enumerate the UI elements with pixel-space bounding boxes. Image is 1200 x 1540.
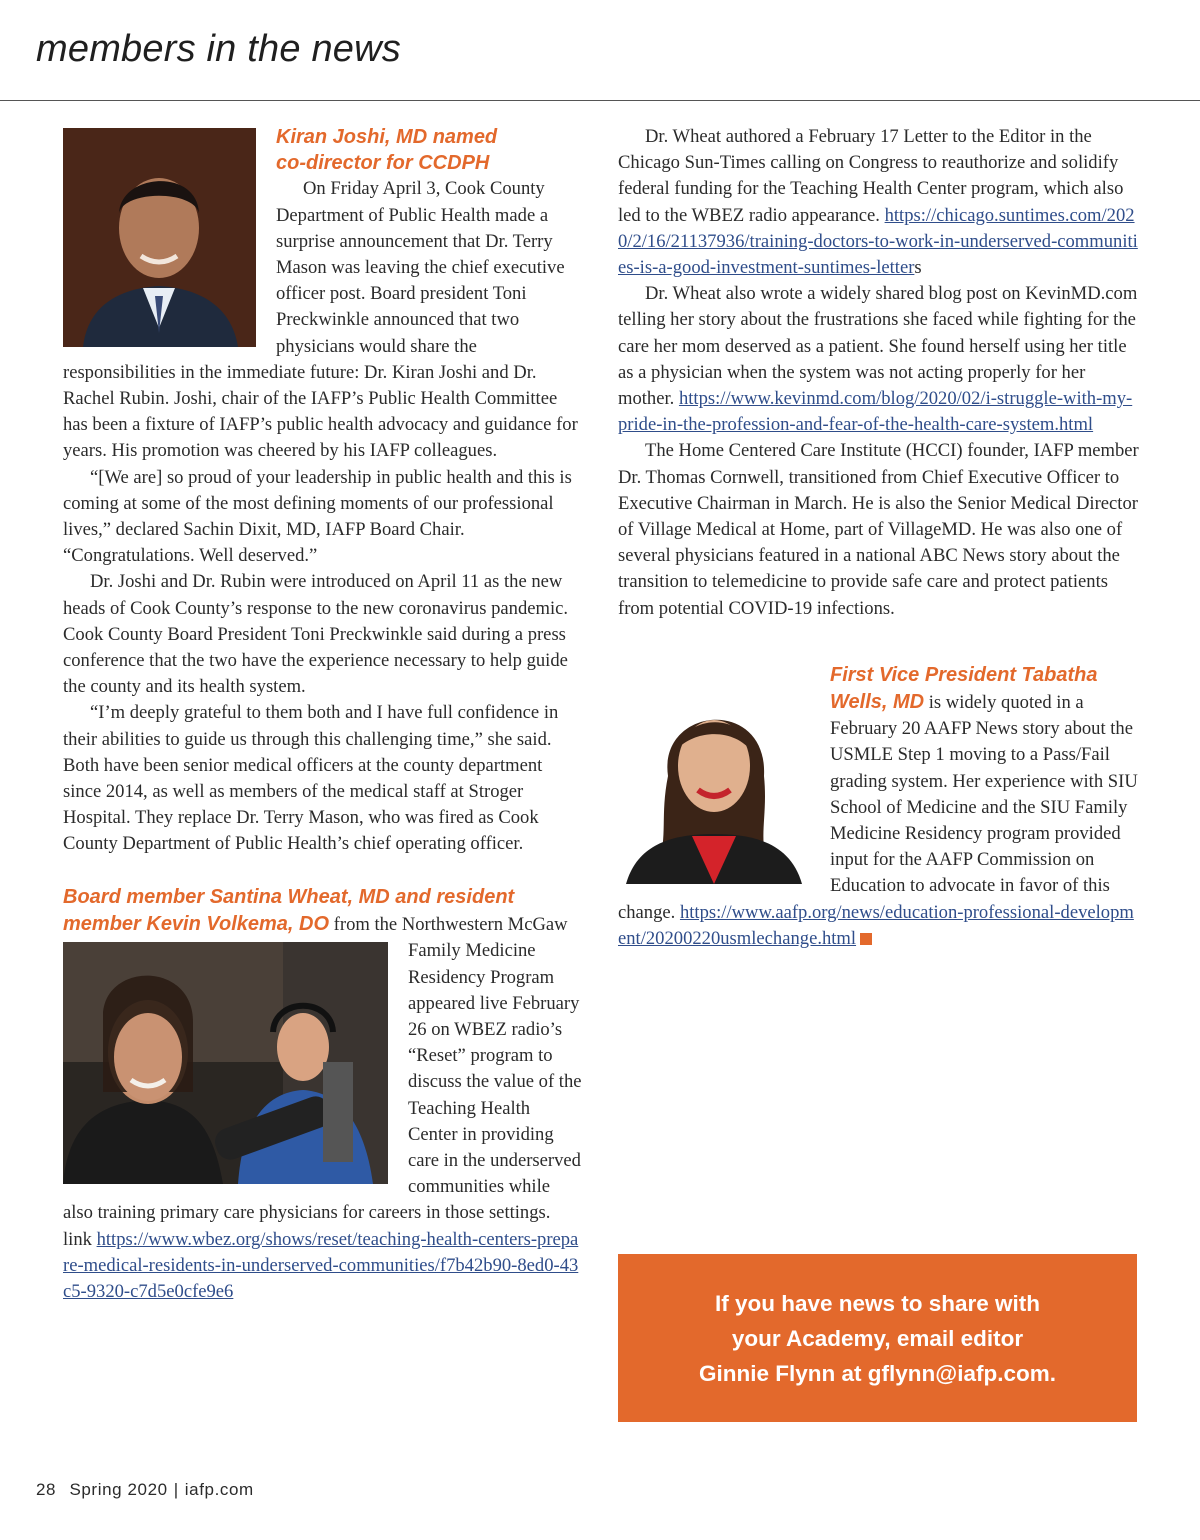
wheat-paragraph-3 [618,281,1140,438]
page-number: 28 [36,1480,57,1499]
callout-line-3: Ginnie Flynn at gflynn@iafp.com. [699,1360,1056,1386]
suntimes-link[interactable]: https://chicago.suntimes.com/2020/2/16/21137936/training-doctors-to-work-in-underserved-communities-is-a-good-investment-suntimes-letter [618,204,1138,279]
wells-headline: First Vice President Tabatha Wells, MD [830,663,1098,714]
wheat-paragraph-2 [618,124,1140,281]
wbez-link[interactable]: https://www.wbez.org/shows/reset/teaching-health-centers-prepare-medical-residents-in-underserved-communities/f7b42b90-8ed0-43c5-9320-c7d5e0cfe9e6 [63,1228,579,1303]
joshi-paragraph-1: On Friday April 3, Cook County Department of Public Health made a surprise announcement that Dr. Terry Mason was leaving the chief executive officer post. Board president Toni Preckwinkle announced that two physicians would share the responsibilities in the immediate future: Dr. Kiran Joshi and Dr. Rachel Rubin. Joshi, chair of the IAFP’s Public Health Committee has been a fixture of IAFP’s public health advocacy and guidance for years. His promotion was cheered by his IAFP colleagues. [63,178,578,462]
page-footer [36,1480,254,1500]
joshi-paragraph-2: “[We are] so proud of your leadership in public health and this is coming at some of the most defining moments of our professional lives,” declared Sachin Dixit, MD, IAFP Board Chair. “Congratulations. Well deserved.” [63,466,572,567]
portrait-tabatha-wells-icon [618,666,810,884]
header-rule [0,100,1200,101]
section-title: members in the news [36,28,401,70]
photo-wheat-volkema-radio-studio-icon [63,942,388,1184]
issue-label: Spring 2020 [69,1480,168,1499]
portrait-kiran-joshi-icon [63,128,256,347]
end-of-story-icon [860,933,872,945]
suntimes-link-tail: s [914,257,922,279]
joshi-headline-line2: co-director for CCDPH [276,152,490,175]
kevinmd-link[interactable]: https://www.kevinmd.com/blog/2020/02/i-struggle-with-my-pride-in-the-profession-and-fear-of-the-health-care-system.html [618,388,1133,436]
footer-separator: | [173,1480,179,1499]
joshi-paragraph-4: “I’m deeply grateful to them both and I have full confidence in their abilities to guide us through this challenging time,” she said. Both have been senior medical officers at the county department since 2014, as well as members of the medical staff at Stroger Hospital. They replace Dr. Terry Mason, who was fired as Cook County Department of Public Health’s chief operating officer. [63,702,559,855]
cornwell-paragraph: The Home Centered Care Institute (HCCI) founder, IAFP member Dr. Thomas Cornwell, transitioned from Chief Executive Officer to Executive Chairman in March. He is also the Senior Medical Director of Village Medical at Home, part of VillageMD. He was also one of several physicians featured in a national ABC News story about the transition to telemedicine to provide safe care and protect patients from potential COVID-19 infections. [618,440,1139,619]
wheat-paragraph-3-text: Dr. Wheat also wrote a widely shared blog post on KevinMD.com telling her story about the frustrations she faced while fighting for the care her mom deserved as a patient. She found herself using her title as a physician when the system was not acting properly for her mother. [618,283,1138,410]
aafp-link[interactable]: https://www.aafp.org/news/education-professional-development/20200220usmlechange.html [618,901,1134,949]
wheat-continuation [63,884,583,1305]
wells-paragraph-text: is widely quoted in a February 20 AAFP News story about the USMLE Step 1 moving to a Pass/Fail grading system. Her experience with SIU School of Medicine and the SIU Family Medicine Residency program provided input for the AAFP Commission on Education to advocate in favor of this change. [618,692,1138,923]
wheat-paragraph-1: from the Northwestern McGaw Family Medicine Residency Program appeared live February 26 on WBEZ radio’s “Reset” program to discuss the value of the Teaching Health Center in providing care in the underserved communities while also training primary care physicians for careers in those settings. link [63,914,582,1250]
news-callout-box [618,1254,1137,1422]
joshi-headline-line1: Kiran Joshi, MD named [276,126,498,148]
footer-site: iafp.com [184,1480,254,1499]
left-column [63,124,583,884]
callout-line-2: your Academy, email editor [731,1325,1024,1351]
wheat-paragraph-2-text: Dr. Wheat authored a February 17 Letter to the Editor in the Chicago Sun-Times calling on Congress to reauthorize and solidify federal funding for the Teaching Health Center program, which also led to the WBEZ radio appearance. [618,126,1124,226]
callout-line-1: If you have news to share with [714,1290,1041,1316]
wheat-headline: Board member Santina Wheat, MD and resident member Kevin Volkema, DO [63,886,515,936]
right-column [618,124,1140,952]
joshi-paragraph-3: Dr. Joshi and Dr. Rubin were introduced on April 11 as the new heads of Cook County’s response to the new coronavirus pandemic. Cook County Board President Toni Preckwinkle said during a press conference that the two have the experience necessary to help guide the county and its health system. [63,571,569,698]
wheat-flow-paragraph [63,884,583,1305]
